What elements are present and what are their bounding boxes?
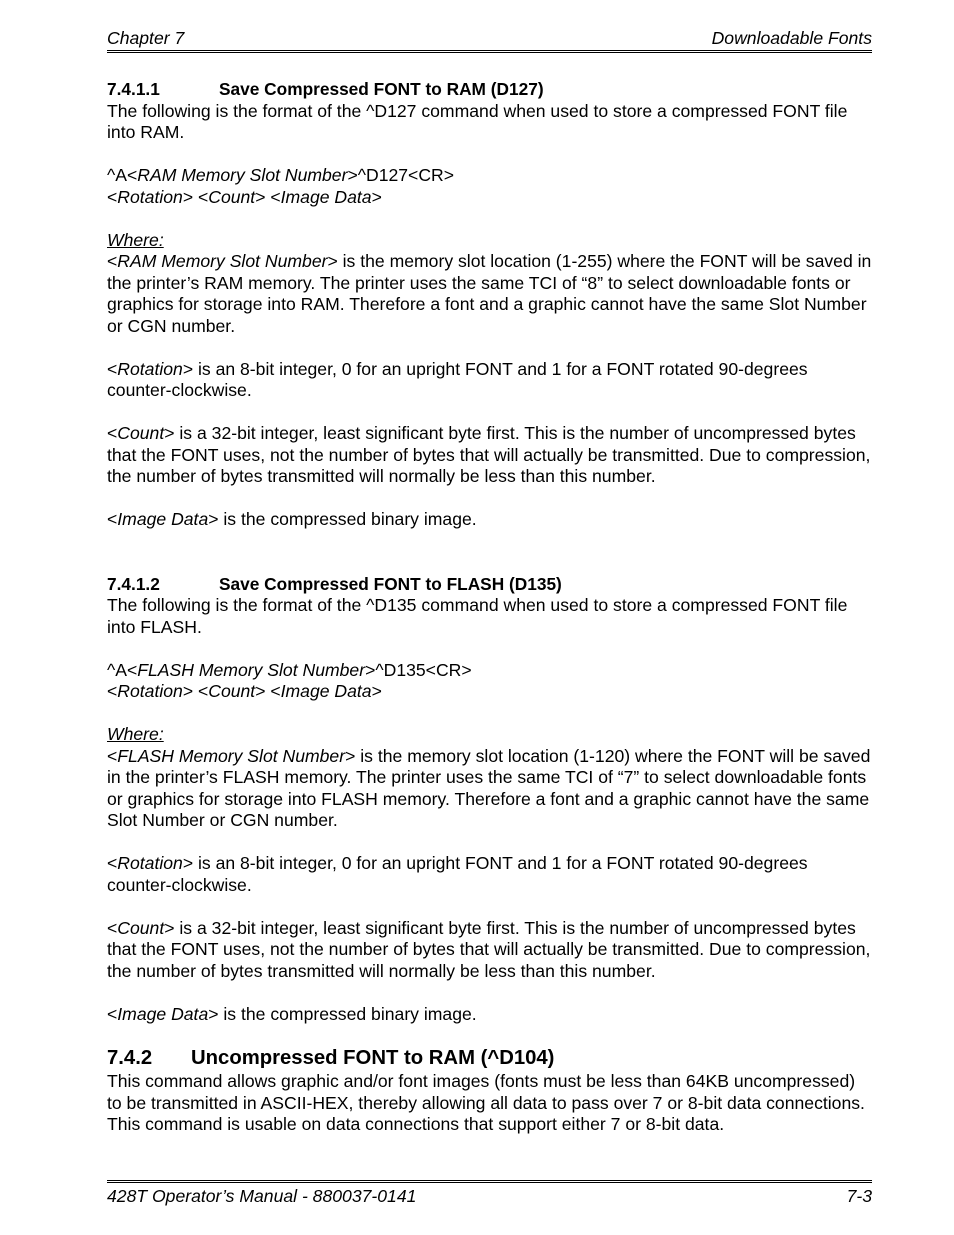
param-count: <Count> is a 32-bit integer, least significant byte first. This is the number of uncompressed bytes that the FONT uses, not the number of bytes that will actually be transmitted. Due to compression, the number of bytes transmitted will normally be less than this number. (107, 423, 871, 486)
header-title: Downloadable Fonts (711, 28, 872, 48)
section-number: 7.4.2 (107, 1047, 153, 1069)
where-label: Where: (107, 724, 164, 744)
page-header (107, 28, 872, 49)
section-title: Save Compressed FONT to FLASH (D135) (219, 573, 562, 594)
section-number: 7.4.1.1 (107, 79, 160, 99)
where-label: Where: (107, 229, 164, 250)
param-image-data: <Image Data> is the compressed binary image. (107, 509, 477, 529)
header-rule (107, 50, 872, 53)
section-title: Uncompressed FONT to RAM (^D104) (191, 1047, 555, 1069)
param-count: <Count> is a 32-bit integer, least significant byte first. This is the number of uncompressed bytes that the FONT uses, not the number of bytes that will actually be transmitted. Due to compression, the number of bytes transmitted will normally be less than this number. (107, 917, 871, 981)
page-content (107, 79, 872, 1136)
footer-page-number: 7-3 (846, 1186, 872, 1206)
section-intro: The following is the format of the ^D127 command when used to store a compressed FONT file into RAM. (107, 100, 848, 142)
header-chapter: Chapter 7 (107, 28, 185, 48)
command-line-2: <Rotation> <Count> <Image Data> (107, 186, 382, 207)
command-line-2: <Rotation> <Count> <Image Data> (107, 681, 382, 701)
param-slot: <RAM Memory Slot Number> is the memory slot location (1-255) where the FONT will be saved in the printer’s RAM memory. The printer uses the same TCI of “8” to select downloadable fonts or graphics for storage into RAM. Therefore a font and a graphic cannot have the same Slot Number or CGN number. (107, 251, 872, 336)
section-heading-d127 (107, 79, 872, 101)
param-slot: <FLASH Memory Slot Number> is the memory slot location (1-120) where the FONT will be saved in the printer’s FLASH memory. The printer uses the same TCI of “7” to select downloadable fonts or graphics for storage into FLASH memory. Therefore a font and a graphic cannot have the same Slot Number or CGN number. (107, 745, 871, 830)
param-rotation: <Rotation> is an 8-bit integer, 0 for an upright FONT and 1 for a FONT rotated 90-degrees counter-clockwise. (107, 358, 808, 400)
footer-manual: 428T Operator’s Manual - 880037-0141 (107, 1186, 417, 1206)
section-heading-d135 (107, 574, 872, 596)
param-image-data: <Image Data> is the compressed binary image. (107, 1003, 477, 1024)
command-line-1: ^A<FLASH Memory Slot Number>^D135<CR> (107, 659, 472, 680)
page-footer (107, 1186, 872, 1207)
section-title: Save Compressed FONT to RAM (D127) (219, 79, 544, 99)
param-rotation: <Rotation> is an 8-bit integer, 0 for an upright FONT and 1 for a FONT rotated 90-degrees counter-clockwise. (107, 853, 808, 895)
footer-rule (107, 1180, 872, 1183)
section-number: 7.4.1.2 (107, 573, 160, 594)
command-line-1: ^A<RAM Memory Slot Number>^D127<CR> (107, 165, 455, 185)
section-intro: The following is the format of the ^D135 command when used to store a compressed FONT file into FLASH. (107, 595, 848, 637)
section-intro: This command allows graphic and/or font images (fonts must be less than 64KB uncompressed) to be transmitted in ASCII-HEX, thereby allowing all data to pass over 7 or 8-bit data connections. This command is usable on data connections that support either 7 or 8-bit data. (107, 1071, 865, 1134)
section-heading-d104 (107, 1046, 872, 1071)
